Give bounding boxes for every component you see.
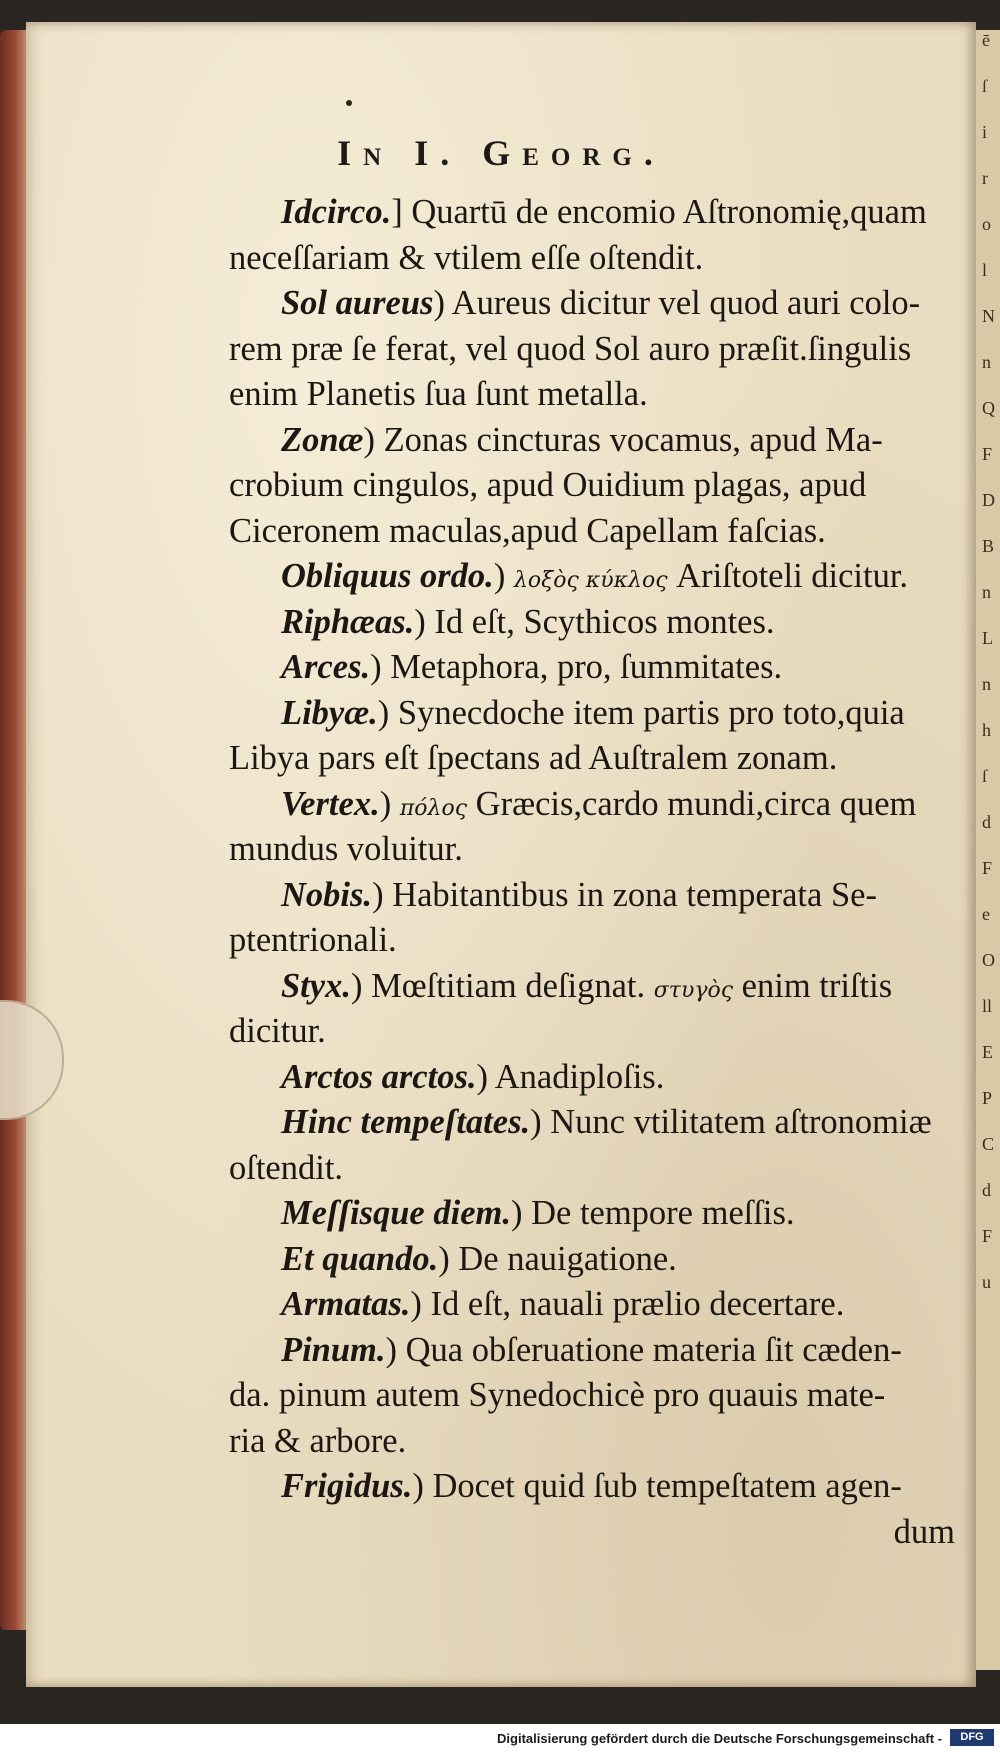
- facing-page-letter: l: [982, 260, 988, 280]
- facing-page-letter: P: [982, 1088, 993, 1108]
- gloss: Id eſt, nauali prælio decertare.: [430, 1285, 845, 1323]
- gloss: mundus voluitur.: [229, 830, 463, 868]
- lemma: Frigidus.: [281, 1467, 413, 1505]
- facing-page-letter: d: [982, 1180, 991, 1200]
- gloss: dicitur.: [229, 1012, 326, 1050]
- gloss: Zonas cincturas vocamus, apud Ma-: [383, 420, 883, 459]
- lemma-line: Et quando.) De nauigatione.: [281, 1239, 677, 1278]
- facing-page-letter: F: [982, 444, 993, 464]
- facing-page-letter: ē: [982, 30, 990, 50]
- facing-page-letter: C: [982, 1134, 995, 1154]
- facing-page-letter: n: [982, 352, 991, 372]
- gloss: neceſſariam & vtilem eſſe oſtendit.: [229, 238, 704, 277]
- gloss: Libya pars eſt ſpectans ad Auſtralem zonam.: [229, 739, 838, 777]
- continuation-line: [229, 827, 989, 873]
- facing-page-letter: N: [982, 306, 995, 326]
- gloss: Nunc vtilitatem aſtronomiæ: [550, 1103, 932, 1141]
- lemma: Nobis.: [281, 875, 373, 914]
- facing-page-letter: o: [982, 214, 991, 234]
- facing-page-letter: D: [982, 490, 995, 510]
- facing-page-letter: n: [982, 582, 991, 602]
- facing-page-letter: E: [982, 1042, 993, 1062]
- lemma: Riphæas.: [281, 602, 415, 641]
- gloss: Qua obſeruatione materia ſit cæden-: [405, 1330, 902, 1369]
- greek-term: στυγὸς: [653, 977, 734, 1003]
- lemma-line: Sol aureus) Aureus dicitur vel quod auri colo-: [281, 284, 921, 322]
- lemma-line: Pinum.) Qua obſeruatione materia ſit cæden-: [281, 1330, 902, 1369]
- lemma-line: Libyæ.) Synecdoche item partis pro toto,quia: [281, 693, 905, 732]
- gloss: ptentrionali.: [229, 921, 397, 959]
- lemma: Armatas.: [281, 1285, 411, 1323]
- dfg-logo: DFG: [950, 1729, 994, 1746]
- gloss: Anadiploſis.: [494, 1057, 665, 1096]
- gloss: Synecdoche item partis pro toto,quia: [397, 693, 905, 732]
- lemma-line: Zonæ) Zonas cincturas vocamus, apud Ma-: [281, 420, 883, 459]
- continuation-line: [229, 372, 989, 418]
- facing-page-letter: i: [982, 122, 988, 142]
- continuation-line: [229, 1146, 989, 1192]
- gloss: enim Planetis ſua ſunt metalla.: [229, 375, 648, 413]
- lemma-line: Nobis.) Habitantibus in zona temperata Se-: [281, 875, 877, 914]
- facing-page-letter: n: [982, 674, 991, 694]
- facing-page-letter: r: [982, 168, 988, 188]
- running-header: In I. Georg.: [337, 133, 665, 173]
- facing-page-edge: [976, 30, 1000, 1670]
- gloss: Aureus dicitur vel quod auri colo-: [451, 284, 921, 322]
- facing-page-letter: L: [982, 628, 993, 648]
- facing-page-letter: u: [982, 1272, 991, 1292]
- gloss: Mœſtitiam deſignat.: [371, 966, 646, 1005]
- facing-page-letter: ſ: [982, 76, 988, 96]
- facing-page-letter: F: [982, 1226, 993, 1246]
- lemma-line: Arctos arctos.) Anadiploſis.: [281, 1057, 665, 1096]
- lemma-line: Styx.) Mœſtitiam deſignat. στυγὸς enim triſtis: [281, 966, 893, 1005]
- continuation-line: [229, 236, 989, 282]
- continuation-line: [229, 1373, 989, 1419]
- commentary-text: [229, 190, 989, 1555]
- lemma: Idcirco.: [281, 193, 392, 231]
- ink-dot: [346, 100, 352, 106]
- lemma: Obliquus ordo.: [281, 557, 494, 595]
- lemma: Zonæ: [281, 420, 364, 459]
- gloss: Id eſt, Scythicos montes.: [434, 602, 775, 641]
- lemma: Vertex.: [281, 784, 380, 823]
- continuation-line: [229, 736, 989, 782]
- lemma-line: Arces.) Metaphora, pro, ſummitates.: [281, 648, 783, 686]
- lemma: Et quando.: [281, 1239, 439, 1278]
- lemma: Meſſisque diem.: [281, 1194, 511, 1232]
- continuation-line: [229, 1419, 989, 1465]
- lemma: Arces.: [281, 648, 371, 686]
- lemma-line: Obliquus ordo.) λοξὸς κύκλος Ariſtoteli dicitur.: [281, 557, 909, 595]
- gloss: Habitantibus in zona temperata Se-: [392, 875, 877, 914]
- gloss: Græcis,cardo mundi,circa quem: [475, 784, 917, 823]
- footer-credit: Digitalisierung gefördert durch die Deutsche Forschungsgemeinschaft -: [497, 1731, 942, 1746]
- gloss: rem præ ſe ferat, vel quod Sol auro præſit.ſingulis: [229, 329, 912, 368]
- facing-page-letter: ll: [982, 996, 993, 1016]
- gloss: da. pinum autem Synedochicè pro quauis mate-: [229, 1376, 886, 1414]
- facing-page-letter: h: [982, 720, 991, 740]
- facing-page-letter: ſ: [982, 766, 988, 786]
- continuation-line: [229, 509, 989, 555]
- lemma-line: Riphæas.) Id eſt, Scythicos montes.: [281, 602, 775, 641]
- gloss: enim triſtis: [741, 966, 893, 1005]
- lemma: Hinc tempeſtates.: [281, 1103, 531, 1141]
- gloss: De nauigatione.: [458, 1239, 677, 1278]
- lemma-line: Armatas.) Id eſt, nauali prælio decertare.: [281, 1285, 845, 1323]
- catchword: dum: [893, 1512, 955, 1551]
- continuation-line: [229, 463, 989, 509]
- greek-term: πόλος: [399, 795, 468, 821]
- lemma-line: Frigidus.) Docet quid ſub tempeſtatem agen-: [281, 1467, 902, 1505]
- facing-page-letter: F: [982, 858, 993, 878]
- footer-bar: [0, 1724, 1000, 1752]
- lemma: Arctos arctos.: [281, 1057, 477, 1096]
- facing-page-letter: O: [982, 950, 995, 970]
- gloss: Metaphora, pro, ſummitates.: [390, 648, 783, 686]
- gloss: oſtendit.: [229, 1148, 344, 1187]
- continuation-line: [229, 1009, 989, 1055]
- facing-page-letter: Q: [982, 398, 995, 418]
- lemma: Sol aureus: [281, 284, 434, 322]
- greek-term: λοξὸς κύκλος: [513, 568, 668, 593]
- lemma: Libyæ.: [281, 693, 378, 732]
- continuation-line: [229, 327, 989, 373]
- facing-page-letter: B: [982, 536, 995, 556]
- lemma-line: Hinc tempeſtates.) Nunc vtilitatem aſtronomiæ: [281, 1103, 932, 1141]
- continuation-line: [229, 918, 989, 964]
- lemma: Pinum.: [281, 1330, 386, 1369]
- lemma-line: Meſſisque diem.) De tempore meſſis.: [281, 1194, 795, 1232]
- lemma-line: Vertex.) πόλος Græcis,cardo mundi,circa quem: [281, 784, 917, 823]
- gloss: Ciceronem maculas,apud Capellam faſcias.: [229, 511, 826, 550]
- book-page: [26, 22, 976, 1687]
- lemma: Styx.: [281, 966, 351, 1005]
- facing-page-letter: d: [982, 812, 991, 832]
- gloss: Quartū de encomio Aſtronomię,quam: [411, 193, 927, 231]
- lemma-line: Idcirco.] Quartū de encomio Aſtronomię,quam: [281, 193, 927, 231]
- gloss: De tempore meſſis.: [531, 1194, 795, 1232]
- gloss: Docet quid ſub tempeſtatem agen-: [432, 1467, 902, 1505]
- gloss: Ariſtoteli dicitur.: [676, 557, 909, 595]
- gloss: crobium cingulos, apud Ouidium plagas, apud: [229, 466, 867, 504]
- gloss: ria & arbore.: [229, 1421, 407, 1460]
- facing-page-letter: e: [982, 904, 990, 924]
